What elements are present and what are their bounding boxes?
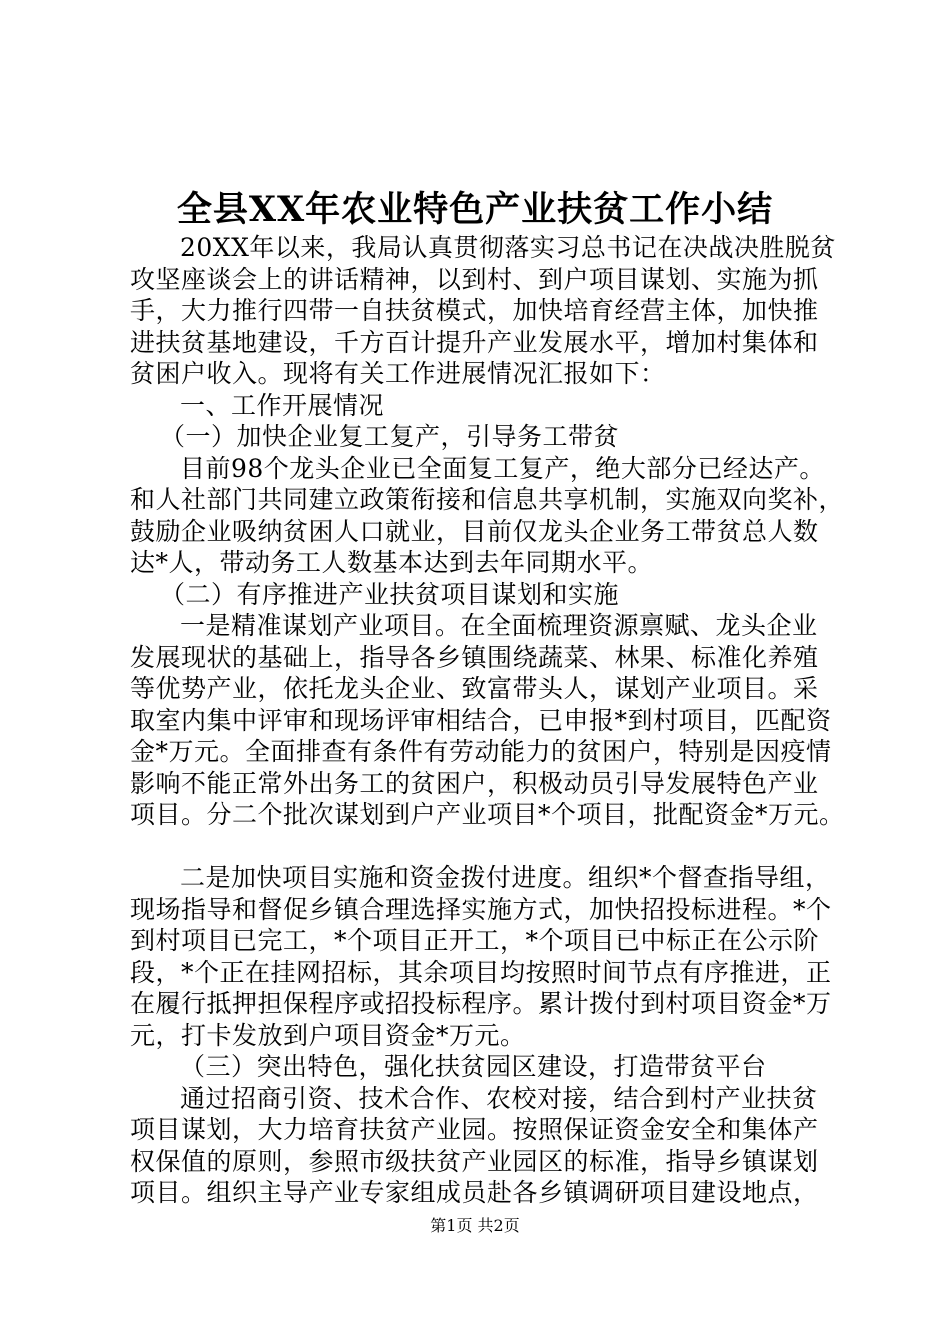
paragraph-line: 通过招商引资、技术合作、农校对接，结合到村产业扶贫 [180,1083,818,1113]
section-heading: 一、工作开展情况 [180,390,385,420]
paragraph-line: 元，打卡发放到户项目资金*万元。 [130,1020,526,1050]
paragraph-line: 贫困户收入。现将有关工作进展情况汇报如下： [130,359,666,388]
paragraph-line: 权保值的原则，参照市级扶贫产业园区的标准，指导乡镇谋划 [130,1146,819,1176]
paragraph-line: 目前98个龙头企业已全面复工复产，绝大部分已经达产。 [180,453,825,483]
paragraph-line: 项目谋划，大力培育扶贫产业园。按照保证资金安全和集体产 [130,1115,819,1144]
paragraph-line: 20XX年以来，我局认真贯彻落实习总书记在决战决胜脱贫 [180,233,836,262]
paragraph-line: 段，*个正在挂网招标，其余项目均按照时间节点有序推进，正 [130,957,832,987]
paragraph-line: 一是精准谋划产业项目。在全面梳理资源禀赋、龙头企业 [180,611,818,640]
paragraph-line: 在履行抵押担保程序或招投标程序。累计拨付到村项目资金*万 [130,989,832,1018]
paragraph-line: 发展现状的基础上，指导各乡镇围绕蔬菜、林果、标准化养殖 [130,642,819,672]
subsection-heading: （二）有序推进产业扶贫项目谋划和实施 [160,579,620,609]
paragraph-line: 手，大力推行四带一自扶贫模式，加快培育经营主体，加快推 [130,296,819,325]
paragraph-line: 进扶贫基地建设，千方百计提升产业发展水平，增加村集体和 [130,327,819,357]
paragraph-line: 达*人，带动务工人数基本达到去年同期水平。 [130,548,654,577]
paragraph-line: 项目。分二个批次谋划到户产业项目*个项目，批配资金*万元。 [130,800,845,829]
subsection-heading: （一）加快企业复工复产，引导务工带贫 [160,422,620,451]
paragraph-line: 项目。组织主导产业专家组成员赴各乡镇调研项目建设地点， [130,1178,819,1207]
paragraph-line: 金*万元。全面排查有条件有劳动能力的贫困户，特别是因疫情 [130,737,832,766]
paragraph-line: 影响不能正常外出务工的贫困户，积极动员引导发展特色产业 [130,768,819,798]
page-footer: 第1页 共2页 [430,1216,520,1235]
blank-line [130,831,830,863]
subsection-heading: （三）突出特色，强化扶贫园区建设，打造带贫平台 [180,1052,767,1081]
paragraph-line: 二是加快项目实施和资金拨付进度。组织*个督查指导组， [180,863,831,892]
paragraph-line: 等优势产业，依托龙头企业、致富带头人，谋划产业项目。采 [130,674,819,703]
paragraph-line: 和人社部门共同建立政策衔接和信息共享机制，实施双向奖补， [130,485,845,514]
paragraph-line: 现场指导和督促乡镇合理选择实施方式，加快招投标进程。*个 [130,894,832,924]
paragraph-line: 鼓励企业吸纳贫困人口就业，目前仅龙头企业务工带贫总人数 [130,516,819,546]
paragraph-line: 攻坚座谈会上的讲话精神，以到村、到户项目谋划、实施为抓 [130,264,819,294]
document-title: 全县XX年农业特色产业扶贫工作小结 [176,189,774,230]
document-body [130,232,845,1209]
paragraph-line: 取室内集中评审和现场评审相结合，已申报*到村项目，匹配资 [130,705,832,735]
paragraph-line: 到村项目已完工，*个项目正开工，*个项目已中标正在公示阶 [130,926,820,955]
